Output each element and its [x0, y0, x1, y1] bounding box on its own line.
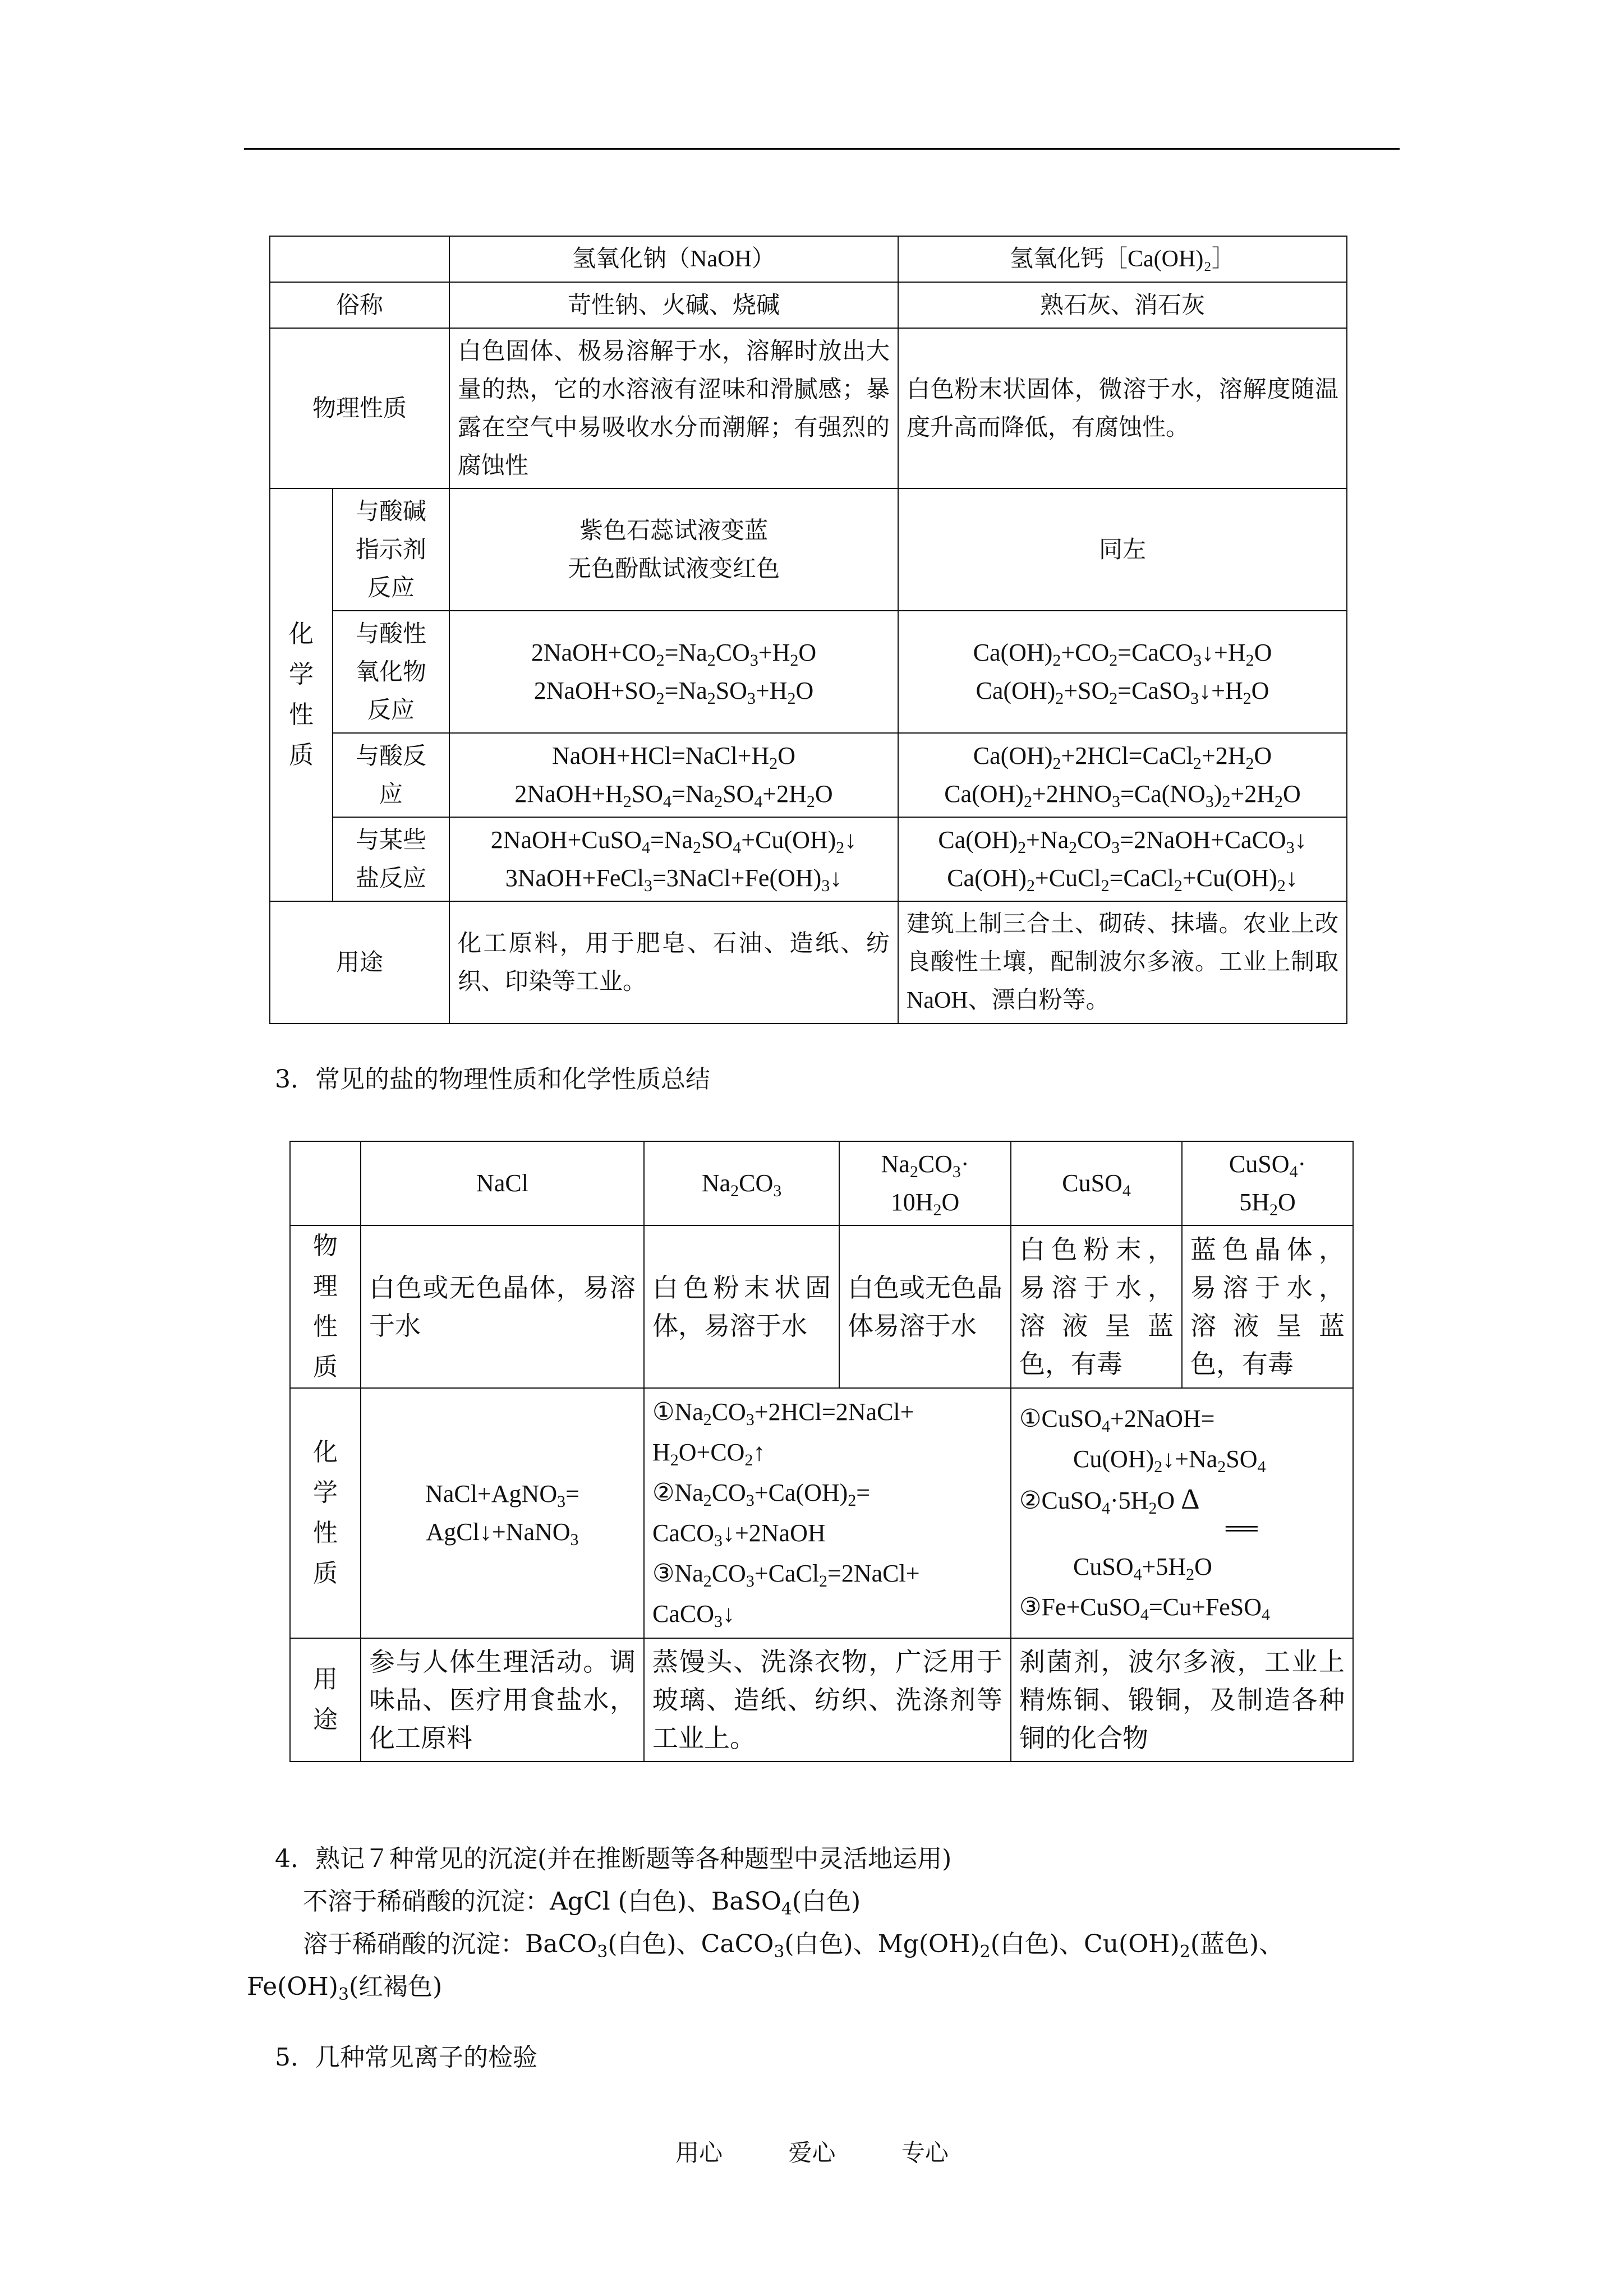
copper-sulfate-use: 刹菌剂，波尔多液，工业上精炼铜、锻铜，及制造各种铜的化合物 [1011, 1638, 1353, 1762]
table-header-naoh: 氢氧化钠（NaOH） [449, 236, 898, 282]
row-label-physical: 物理性质 [270, 328, 449, 488]
table-header-caoh: 氢氧化钙［Ca(OH)₂］ [898, 236, 1347, 282]
row-label-acidic-oxide: 与酸性 氧化物 反应 [333, 611, 449, 733]
copper-sulfate-chemical: ①CuSO$_4$+2NaOH= $Cu(OH)_2↓+Na_2SO_4$ $②CuSO_4\cdot 5H_2O$ Δ ══ $CuSO_4+5H_2O$ ③Fe+CuSO$_4$=Cu+FeSO$_4$ [1011, 1388, 1353, 1638]
cuso4-5h2o-physical: 蓝色晶体，易溶于水，溶液呈蓝色，有毒 [1182, 1225, 1353, 1388]
naoh-use: 化工原料，用于肥皂、石油、造纸、纺织、印染等工业。 [449, 901, 898, 1023]
caoh-acid: $Ca(OH)_2+2HCl=CaCl_2+2H_2O$ $Ca(OH)_2+2HNO_3=Ca(NO_3)_2+2H_2O$ [898, 733, 1347, 817]
row-label-common-name: 俗称 [270, 282, 449, 328]
na2co3-10h2o-physical: 白色或无色晶体易溶于水 [839, 1225, 1011, 1388]
naoh-acid: $NaOH+HCl=NaCl+H_2O$ $2NaOH+H_2SO_4=Na_2SO_4+2H_2O$ [449, 733, 898, 817]
equals-sign: ══ [1226, 1515, 1258, 1541]
nacl-physical: 白色或无色晶体，易溶于水 [361, 1225, 644, 1388]
base-properties-table [269, 236, 1347, 1024]
header-na2co3: $Na_2CO_3$ [644, 1141, 839, 1225]
row-label-salt: 与某些 盐反应 [333, 817, 449, 901]
na2co3-physical: 白色粉末状固体，易溶于水 [644, 1225, 839, 1388]
table-header-blank [270, 236, 449, 282]
table2-header-blank [290, 1141, 361, 1225]
row-label-salt-physical: 物 理 性 质 [290, 1225, 361, 1388]
footer-word-1: 用心 [675, 2139, 723, 2166]
caoh-acidic-oxide: $Ca(OH)_2+CO_2=CaCO_3↓+H_2O$ $Ca(OH)_2+SO_2=CaSO_3↓+H_2O$ [898, 611, 1347, 733]
naoh-common-name: 苛性钠、火碱、烧碱 [449, 282, 898, 328]
header-cuso4: CuSO$_4$ [1011, 1141, 1182, 1225]
naoh-physical: 白色固体、极易溶解于水，溶解时放出大量的热，它的水溶液有涩味和滑腻感；暴露在空气中易吸收水分而潮解；有强烈的腐蚀性 [449, 328, 898, 488]
caoh-indicator: 同左 [898, 488, 1347, 611]
footer [0, 2134, 1624, 2168]
row-label-salt-use: 用 途 [290, 1638, 361, 1762]
nacl-use: 参与人体生理活动。调味品、医疗用食盐水，化工原料 [361, 1638, 644, 1762]
section-4-line-3: $Fe(OH)_3$(红褐色) [247, 1972, 443, 2004]
sodium-carbonate-use: 蒸馒头、洗涤衣物，广泛用于玻璃、造纸、纺织、洗涤剂等工业上。 [644, 1638, 1011, 1762]
section-4-title: 4．熟记７种常见的沉淀(并在推断题等各种题型中灵活地运用) [275, 1845, 952, 1873]
section-4-line-2: 溶于稀硝酸的沉淀：BaCO$_3$(白色)、CaCO$_3$(白色)、$Mg(OH)_2$(白色)、$Cu(OH)_2$(蓝色)、 [303, 1930, 1284, 1962]
header-nacl: NaCl [361, 1141, 644, 1225]
section-5-title: 5．几种常见离子的检验 [275, 2043, 537, 2072]
header-cuso4-5h2o: CuSO$_4$· $5H_2O$ [1182, 1141, 1353, 1225]
footer-word-3: 专心 [901, 2139, 949, 2166]
section-3-title: 3．常见的盐的物理性质和化学性质总结 [275, 1065, 710, 1094]
row-label-salt-chemical: 化 学 性 质 [290, 1388, 361, 1638]
header-rule [244, 148, 1400, 150]
naoh-acidic-oxide: $2NaOH+CO_2=Na_2CO_3+H_2O$ $2NaOH+SO_2=Na_2SO_3+H_2O$ [449, 611, 898, 733]
section-4-line-1: 不溶于稀硝酸的沉淀：AgCl (白色)、BaSO$_4$(白色) [303, 1887, 861, 1919]
cuso4-physical: 白色粉末，易溶于水，溶液呈蓝色，有毒 [1011, 1225, 1182, 1388]
nacl-chemical: NaCl+AgNO$_3$= AgCl↓+NaNO$_3$ [361, 1388, 644, 1638]
naoh-indicator: 紫色石蕊试液变蓝 无色酚酞试液变红色 [449, 488, 898, 611]
row-label-acid: 与酸反 应 [333, 733, 449, 817]
footer-word-2: 爱心 [788, 2139, 836, 2166]
naoh-salt: $2NaOH+CuSO_4=Na_2SO_4+Cu(OH)_2↓$ $3NaOH+FeCl_3=3NaCl+Fe(OH)_3↓$ [449, 817, 898, 901]
header-na2co3-10h2o: $Na_2CO_3\cdot$ $10H_2O$ [839, 1141, 1011, 1225]
row-label-indicator: 与酸碱 指示剂 反应 [333, 488, 449, 611]
caoh-physical: 白色粉末状固体，微溶于水，溶解度随温度升高而降低，有腐蚀性。 [898, 328, 1347, 488]
salts-properties-table [289, 1141, 1354, 1762]
caoh-common-name: 熟石灰、消石灰 [898, 282, 1347, 328]
sodium-carbonate-chemical: $①Na_2CO_3+2HCl=2NaCl+$ $H_2O+CO_2↑$ $②Na_2CO_3+Ca(OH)_2=$ CaCO$_3$↓+2NaOH $③Na_2CO_3+CaCl_2=2NaCl+$ CaCO$_3$↓ [644, 1388, 1011, 1638]
heat-delta-symbol: Δ [1181, 1483, 1200, 1515]
row-label-chemical: 化 学 性 质 [270, 488, 333, 901]
caoh-use: 建筑上制三合土、砌砖、抹墙。农业上改良酸性土壤，配制波尔多液。工业上制取 NaOH、漂白粉等。 [898, 901, 1347, 1023]
row-label-use: 用途 [270, 901, 449, 1023]
caoh-salt: $Ca(OH)_2+Na_2CO_3=2NaOH+CaCO_3↓$ $Ca(OH)_2+CuCl_2=CaCl_2+Cu(OH)_2↓$ [898, 817, 1347, 901]
